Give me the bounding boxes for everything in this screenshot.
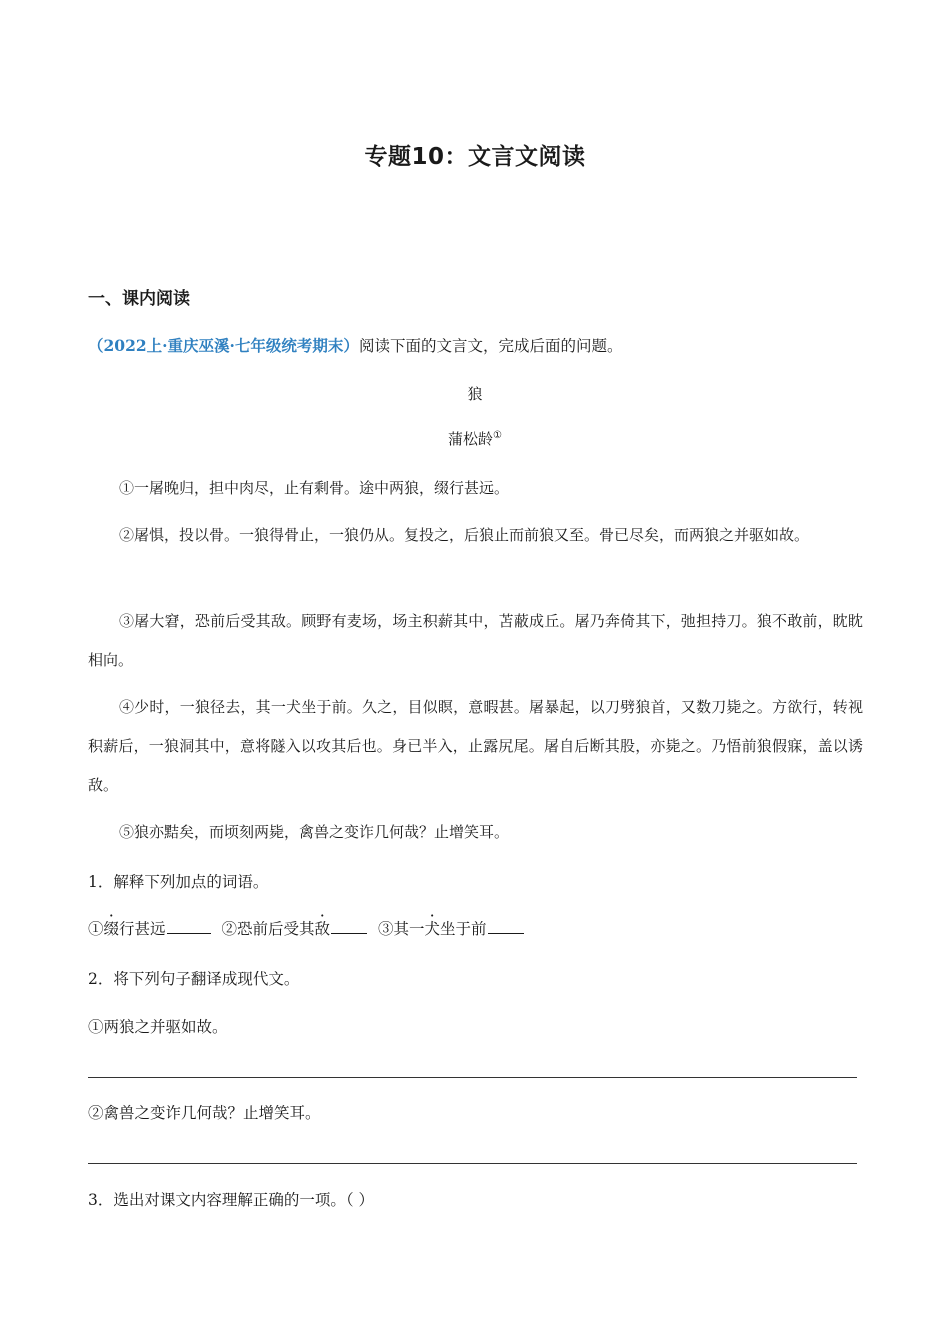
q1-item-1: ①缀行甚远 [88,920,211,938]
poem-title: 狼 [467,385,483,403]
answer-line-1[interactable] [88,1077,857,1078]
question-2-prompt: 2．将下列句子翻译成现代文。 [88,970,300,988]
paragraph-1: ①一屠晚归，担中肉尽，止有剩骨。途中两狼，缀行甚远。 [119,479,510,497]
paragraph-2: ②屠惧，投以骨。一狼得骨止，一狼仍从。复投之，后狼止而前狼又至。骨已尽矣，而两狼之并驱如故。 [119,526,810,544]
q1-item-2: ②恐前后受其敌 [221,920,367,938]
question-3-prompt: 3．选出对课文内容理解正确的一项。（ ） [88,1191,375,1209]
answer-blank-1[interactable] [167,932,211,934]
poem-author [0,428,950,449]
question-1-prompt: 1．解释下列加点的词语。 [88,873,269,891]
author-name: 蒲松龄 [448,430,494,448]
source-tag: （2022上·重庆巫溪·七年级统考期末） [88,336,359,355]
question-2-sentence-2: ②禽兽之变诈几何哉？止增笑耳。 [88,1104,321,1122]
author-footnote-mark: ① [493,430,502,441]
paragraph-4: ④少时，一狼径去，其一犬坐于前。久之，目似瞑，意暇甚。屠暴起，以刀劈狼首，又数刀毙之。方欲行，转视积薪后，一狼洞其中，意将隧入以攻其后也。身已半入，止露尻尾。屠自后断其股，亦毙之。乃悟前狼假寐，盖以诱敌。 [88,698,863,794]
question-1-items [88,917,524,939]
page-title: 专题10：文言文阅读 [364,144,586,170]
paragraph-3: ③屠大窘，恐前后受其敌。顾野有麦场，场主积薪其中，苫蔽成丘。屠乃奔倚其下，弛担持刀。狼不敢前，眈眈相向。 [88,612,863,669]
instruction-text: 阅读下面的文言文，完成后面的问题。 [358,337,623,355]
section-heading: 一、课内阅读 [88,289,190,309]
question-2-sentence-1: ①两狼之并驱如故。 [88,1018,228,1036]
paragraph-5: ⑤狼亦黠矣，而顷刻两毙，禽兽之变诈几何哉？止增笑耳。 [119,823,510,841]
question-intro [88,334,622,356]
q1-item-3: ③其一犬坐于前 [378,920,524,938]
answer-line-2[interactable] [88,1163,857,1164]
answer-blank-3[interactable] [488,932,524,934]
answer-blank-2[interactable] [331,932,367,934]
